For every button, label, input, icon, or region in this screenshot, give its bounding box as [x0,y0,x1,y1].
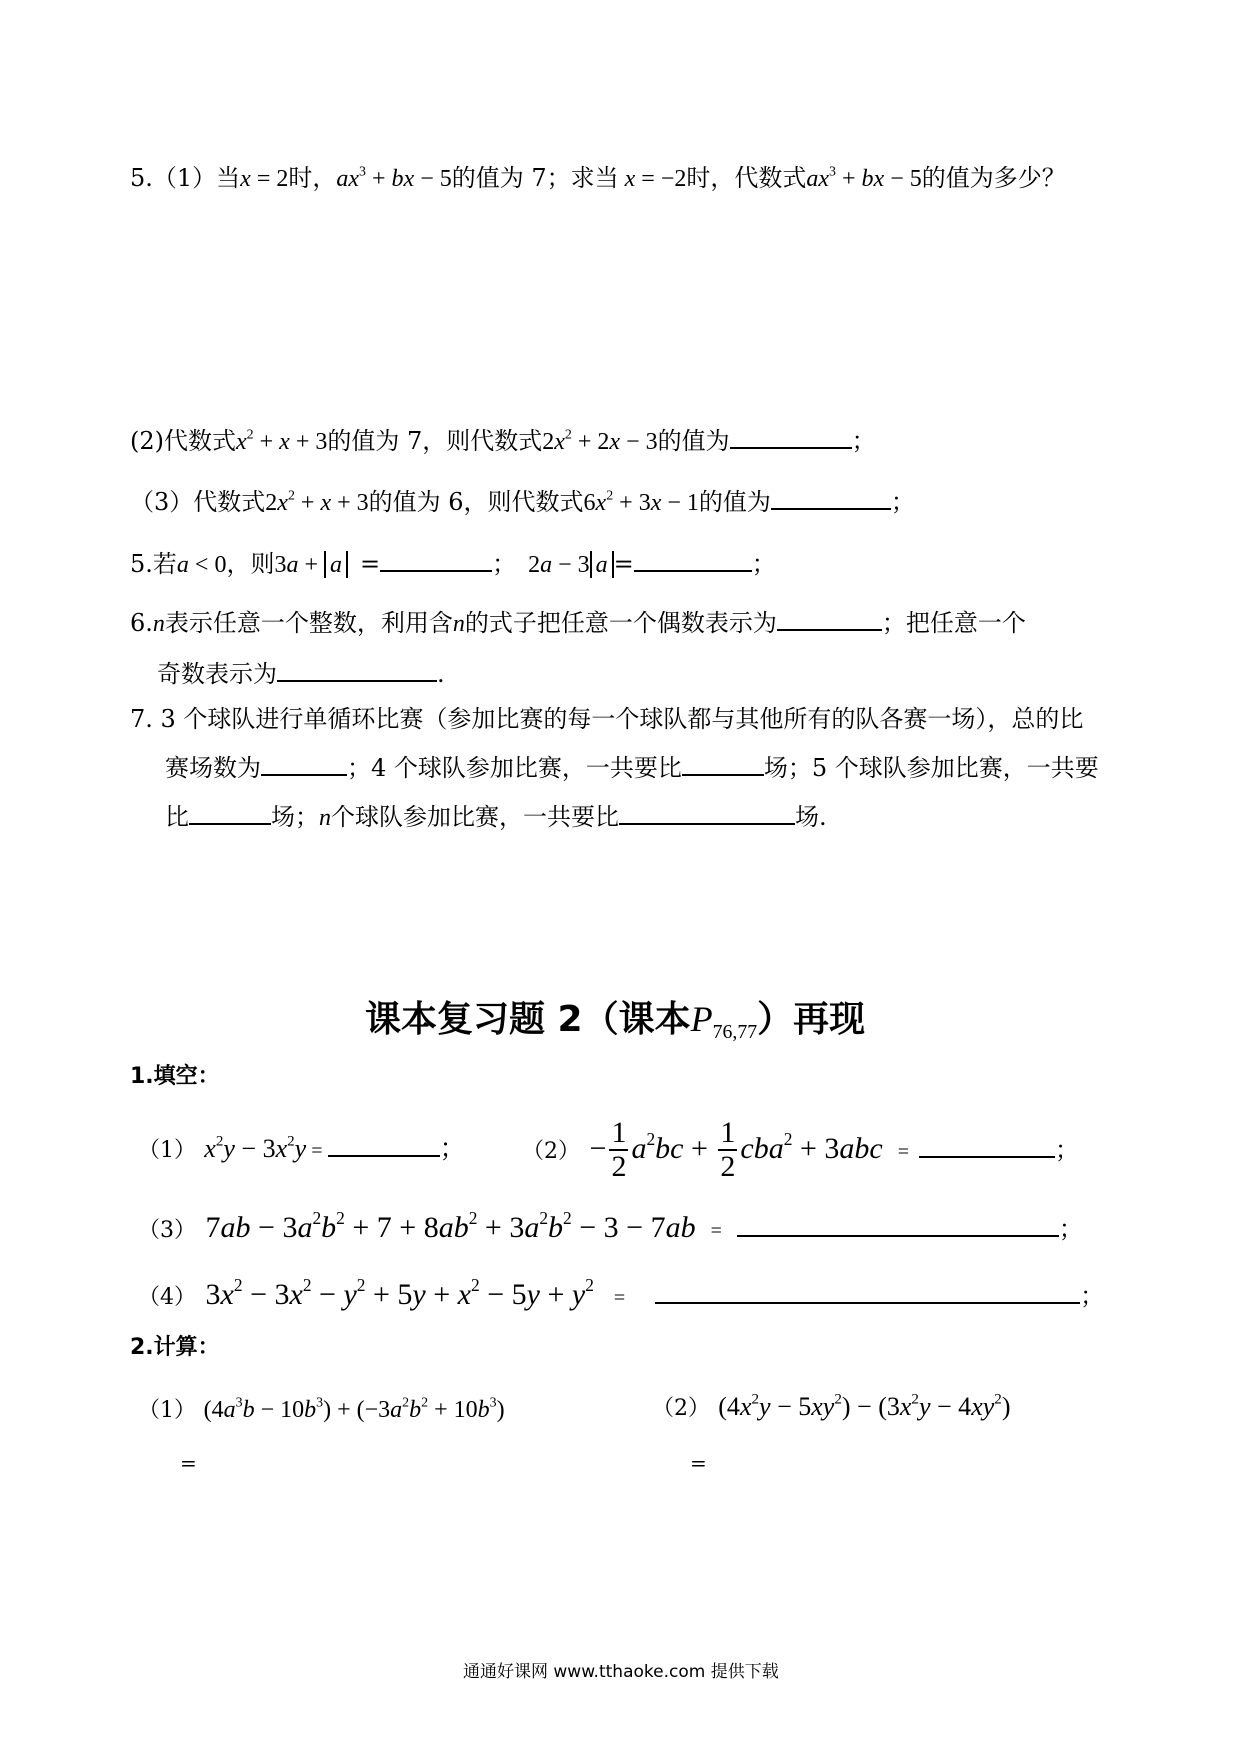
section-title: 课本复习题 2（课本$P_{76,77}$）再现 [365,999,866,1043]
question-5b: 5.若a < 0，则3a + a = ； 2a − 3 a = ； [130,550,776,578]
question-5-part-2: (2)代数式$x^2 + x + 3$的值为 7，则代数式$2x^2 + 2x - 3$的值为 ； [130,427,876,455]
answer-blank[interactable] [634,548,752,572]
fill-in-item-1: （1） $x^2y - 3x^2y$ = ； [138,1133,466,1164]
question-6: 6.n表示任意一个整数，利用含n的式子把任意一个偶数表示为 ；把任意一个 [130,609,1026,637]
answer-blank[interactable] [730,425,852,449]
answer-blank[interactable] [261,752,347,776]
question-5-part-1: 5.（1）当x = 2时，$ax^3$ + bx − 5的值为 7；求当 x = −2时，代数式$ax^3$ + bx − 5的值为多少？ [130,164,1066,192]
question-5-part-3: （3）代数式$2x^2 + x + 3$的值为 6，则代数式$6x^2 + 3x - 1$的值为 ； [130,488,915,516]
fill-in-item-3: （3） $7ab - 3a^2b^2 + 7 + 8ab^2 + 3a^2b^2 - 3 - 7ab$ = ； [138,1207,1083,1244]
compute-item-1: （1） $(4a^3b - 10b^3) + (-3a^2b^2 + 10b^3)$ [138,1395,505,1423]
fill-in-heading: 1.填空： [130,1064,220,1089]
answer-blank[interactable] [777,607,882,631]
answer-blank[interactable] [380,548,492,572]
compute-item-2: （2） $(4x^2y - 5xy^2) - (3x^2y - 4xy^2)$ [652,1391,1011,1421]
answer-blank[interactable] [655,1280,1080,1304]
answer-blank[interactable] [919,1134,1055,1158]
answer-blank[interactable] [328,1133,440,1157]
compute-heading: 2.计算： [130,1335,220,1360]
question-6-line-2: 奇数表示为 . [157,660,445,688]
fill-in-item-4: （4） $3x^2 - 3x^2 - y^2 + 5y + x^2 - 5y + y^2$ = ； [138,1274,1105,1311]
answer-blank[interactable] [737,1213,1059,1237]
answer-blank[interactable] [619,801,795,825]
fraction: $\frac{1}{2}$ [720,1116,736,1183]
question-7: 7. 3 个球队进行单循环比赛（参加比赛的每一个球队都与其他所有的队各赛一场），总的比 [130,705,1084,733]
answer-blank[interactable] [682,752,764,776]
compute-item-1-equals: = [180,1451,197,1475]
footer-text: 通通好课网 www.tthaoke.com 提供下载 [463,1662,779,1682]
question-7-line-2: 赛场数为 ；4 个球队参加比赛，一共要比 场；5 个球队参加比赛，一共要 [165,754,1099,782]
fraction: $\frac{1}{2}$ [611,1116,627,1183]
fill-in-item-2: （2） − $\frac{1}{2}$ $a^2bc$ + $\frac{1}{2}$ cba$^2$ + 3abc = ； [522,1116,1079,1183]
question-7-line-3: 比 场；n个球队参加比赛，一共要比 场. [165,803,827,831]
math-expr: x [240,166,251,192]
answer-blank[interactable] [189,801,271,825]
answer-blank[interactable] [771,486,891,510]
answer-blank[interactable] [277,658,437,682]
compute-item-2-equals: = [690,1451,707,1475]
